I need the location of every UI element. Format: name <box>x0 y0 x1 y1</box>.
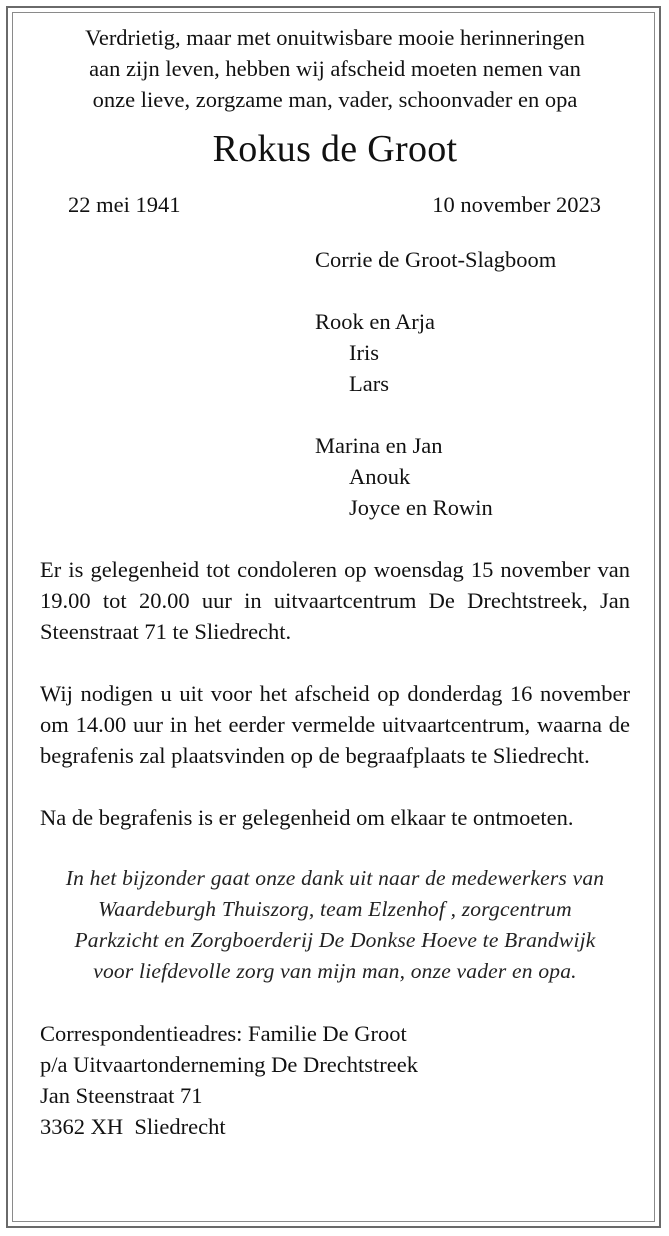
family-child: Joyce en Rowin <box>349 495 493 520</box>
family-parents: Rook en Arja <box>315 309 435 334</box>
address-line: 3362 XH Sliedrecht <box>40 1114 226 1139</box>
family-child: Anouk <box>349 464 411 489</box>
family-child: Lars <box>349 371 389 396</box>
farewell-paragraph: Wij nodigen u uit voor het afscheid op donderdag 16 november om 14.00 uur in het eerder vermelde uitvaartcentrum, waarna de begrafenis zal plaatsvinden op de begraafplaats te Sliedrecht. <box>40 681 630 768</box>
deceased-name: Rokus de Groot <box>212 128 458 170</box>
meeting-paragraph: Na de begrafenis is er gelegenheid om elkaar te ontmoeten. <box>40 805 574 830</box>
thanks-text <box>40 863 630 987</box>
thanks-line: Parkzicht en Zorgboerderij De Donkse Hoeve te Brandwijk <box>74 928 596 952</box>
thanks-line: voor liefdevolle zorg van mijn man, onze vader en opa. <box>93 959 577 983</box>
intro-line: onze lieve, zorgzame man, vader, schoonvader en opa <box>92 87 578 112</box>
correspondence-address <box>40 1018 630 1142</box>
life-dates <box>40 189 630 220</box>
death-date: 10 november 2023 <box>432 192 601 217</box>
family-parents: Marina en Jan <box>315 433 443 458</box>
condolence-paragraph: Er is gelegenheid tot condoleren op woensdag 15 november van 19.00 tot 20.00 uur in uitvaartcentrum De Drechtstreek, Jan Steenstraat 71 te Sliedrecht. <box>40 557 630 644</box>
birth-date: 22 mei 1941 <box>68 192 181 217</box>
thanks-line: Waardeburgh Thuiszorg, team Elzenhof , zorgcentrum <box>98 897 572 921</box>
intro-text <box>40 22 630 115</box>
intro-line: Verdrietig, maar met onuitwisbare mooie herinneringen <box>85 25 585 50</box>
address-line: Correspondentieadres: Familie De Groot <box>40 1021 407 1046</box>
death-notice <box>40 22 630 1142</box>
family-list <box>315 244 630 523</box>
address-line: p/a Uitvaartonderneming De Drechtstreek <box>40 1052 418 1077</box>
address-line: Jan Steenstraat 71 <box>40 1083 203 1108</box>
intro-line: aan zijn leven, hebben wij afscheid moeten nemen van <box>89 56 581 81</box>
spouse-name: Corrie de Groot-Slagboom <box>315 247 557 272</box>
family-child: Iris <box>349 340 379 365</box>
thanks-line: In het bijzonder gaat onze dank uit naar de medewerkers van <box>65 866 605 890</box>
